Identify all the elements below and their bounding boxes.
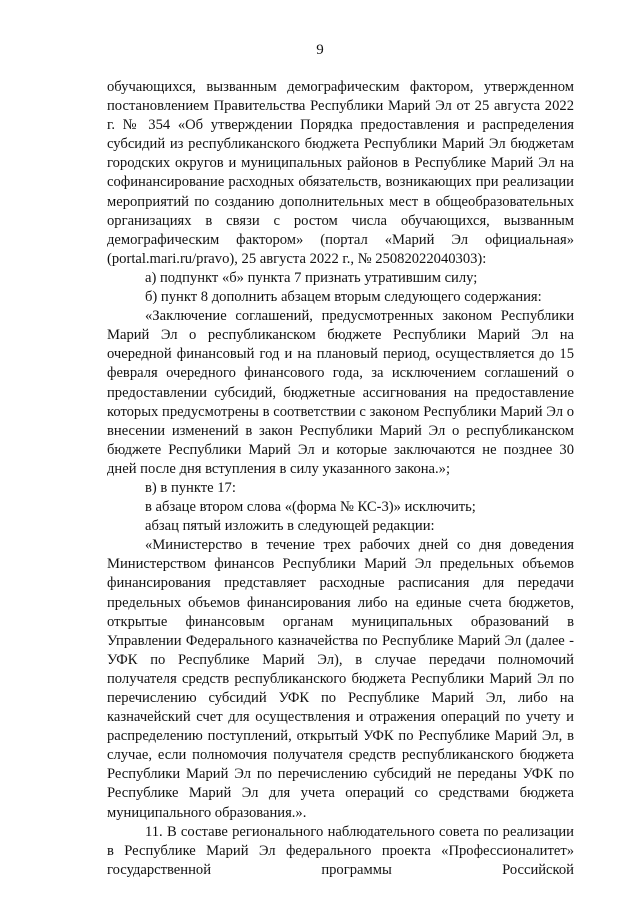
document-body <box>107 78 574 880</box>
paragraph-item-11: 11. В составе регионального наблюдательного совета по реализации в Республике Марий Эл федерального проекта «Профессионалитет» государственной программы Российской <box>107 823 574 878</box>
paragraph-paragraph-five: абзац пятый изложить в следующей редакции: <box>145 518 435 535</box>
paragraph-continuation: обучающихся, вызванным демографическим фактором, утвержденном постановлением Правительства Республики Марий Эл от 25 августа 2022 г. № 354 «Об утверждении Порядка предоставления и распределения субсидий из республиканского бюджета Республики Марий Эл бюджетам городских округов и муниципальных районов в Республике Марий Эл на софинансирование расходных обязательств, возникающих при реализации мероприятий по созданию дополнительных мест в общеобразовательных организациях в связи с ростом числа обучающихся, вызванным демографическим фактором» (портал «Марий Эл официальная» (portal.mari.ru/pravo), 25 августа 2022 г., № 25082022040303): <box>107 79 574 267</box>
paragraph-quote-agreements: «Заключение соглашений, предусмотренных законом Республики Марий Эл о республиканском бюджете Республики Марий Эл на очередной финансовый год и на плановый период, осуществляется до 15 февраля очередного финансового года, за исключением соглашений о предоставлении субсидий, бюджетные ассигнования на предоставление которых предусмотрены в соответствии с законом Республики Марий Эл о внесении изменений в закон Республики Марий Эл о республиканском бюджете Республики Марий Эл и которые заключаются не позднее 30 дней после дня вступления в силу указанного закона.»; <box>107 308 574 477</box>
paragraph-paragraph-two: в абзаце втором слова «(форма № КС-3)» исключить; <box>145 499 476 516</box>
paragraph-quote-ministry: «Министерство в течение трех рабочих дней со дня доведения Министерством финансов Республики Марий Эл предельных объемов финансирования представляет расходные расписания для передачи предельных объемов финансирования либо на единые счета бюджетов, открытые финансовым органам муниципальных образований в Управлении Федерального казначейства по Республике Марий Эл (далее - УФК по Республике Марий Эл), в случае передачи полномочий получателя средств республиканского бюджета Республики Марий Эл по перечислению субсидий УФК по Республике Марий Эл, либо на казначейский счет для осуществления и отражения операций по учету и распределению поступлений, открытый УФК по Республике Марий Эл, в случае, если полномочия получателя средств республиканского бюджета Республики Марий Эл по перечислению субсидий не переданы УФК по Республике Марий Эл для учета операций со средствами бюджета муниципального образования.». <box>107 537 574 821</box>
paragraph-subitem-b: б) пункт 8 дополнить абзацем вторым следующего содержания: <box>145 289 542 306</box>
paragraph-subitem-v: в) в пункте 17: <box>145 479 236 496</box>
page-number: 9 <box>316 42 324 58</box>
paragraph-subitem-a: а) подпункт «б» пункта 7 признать утратившим силу; <box>145 269 478 286</box>
